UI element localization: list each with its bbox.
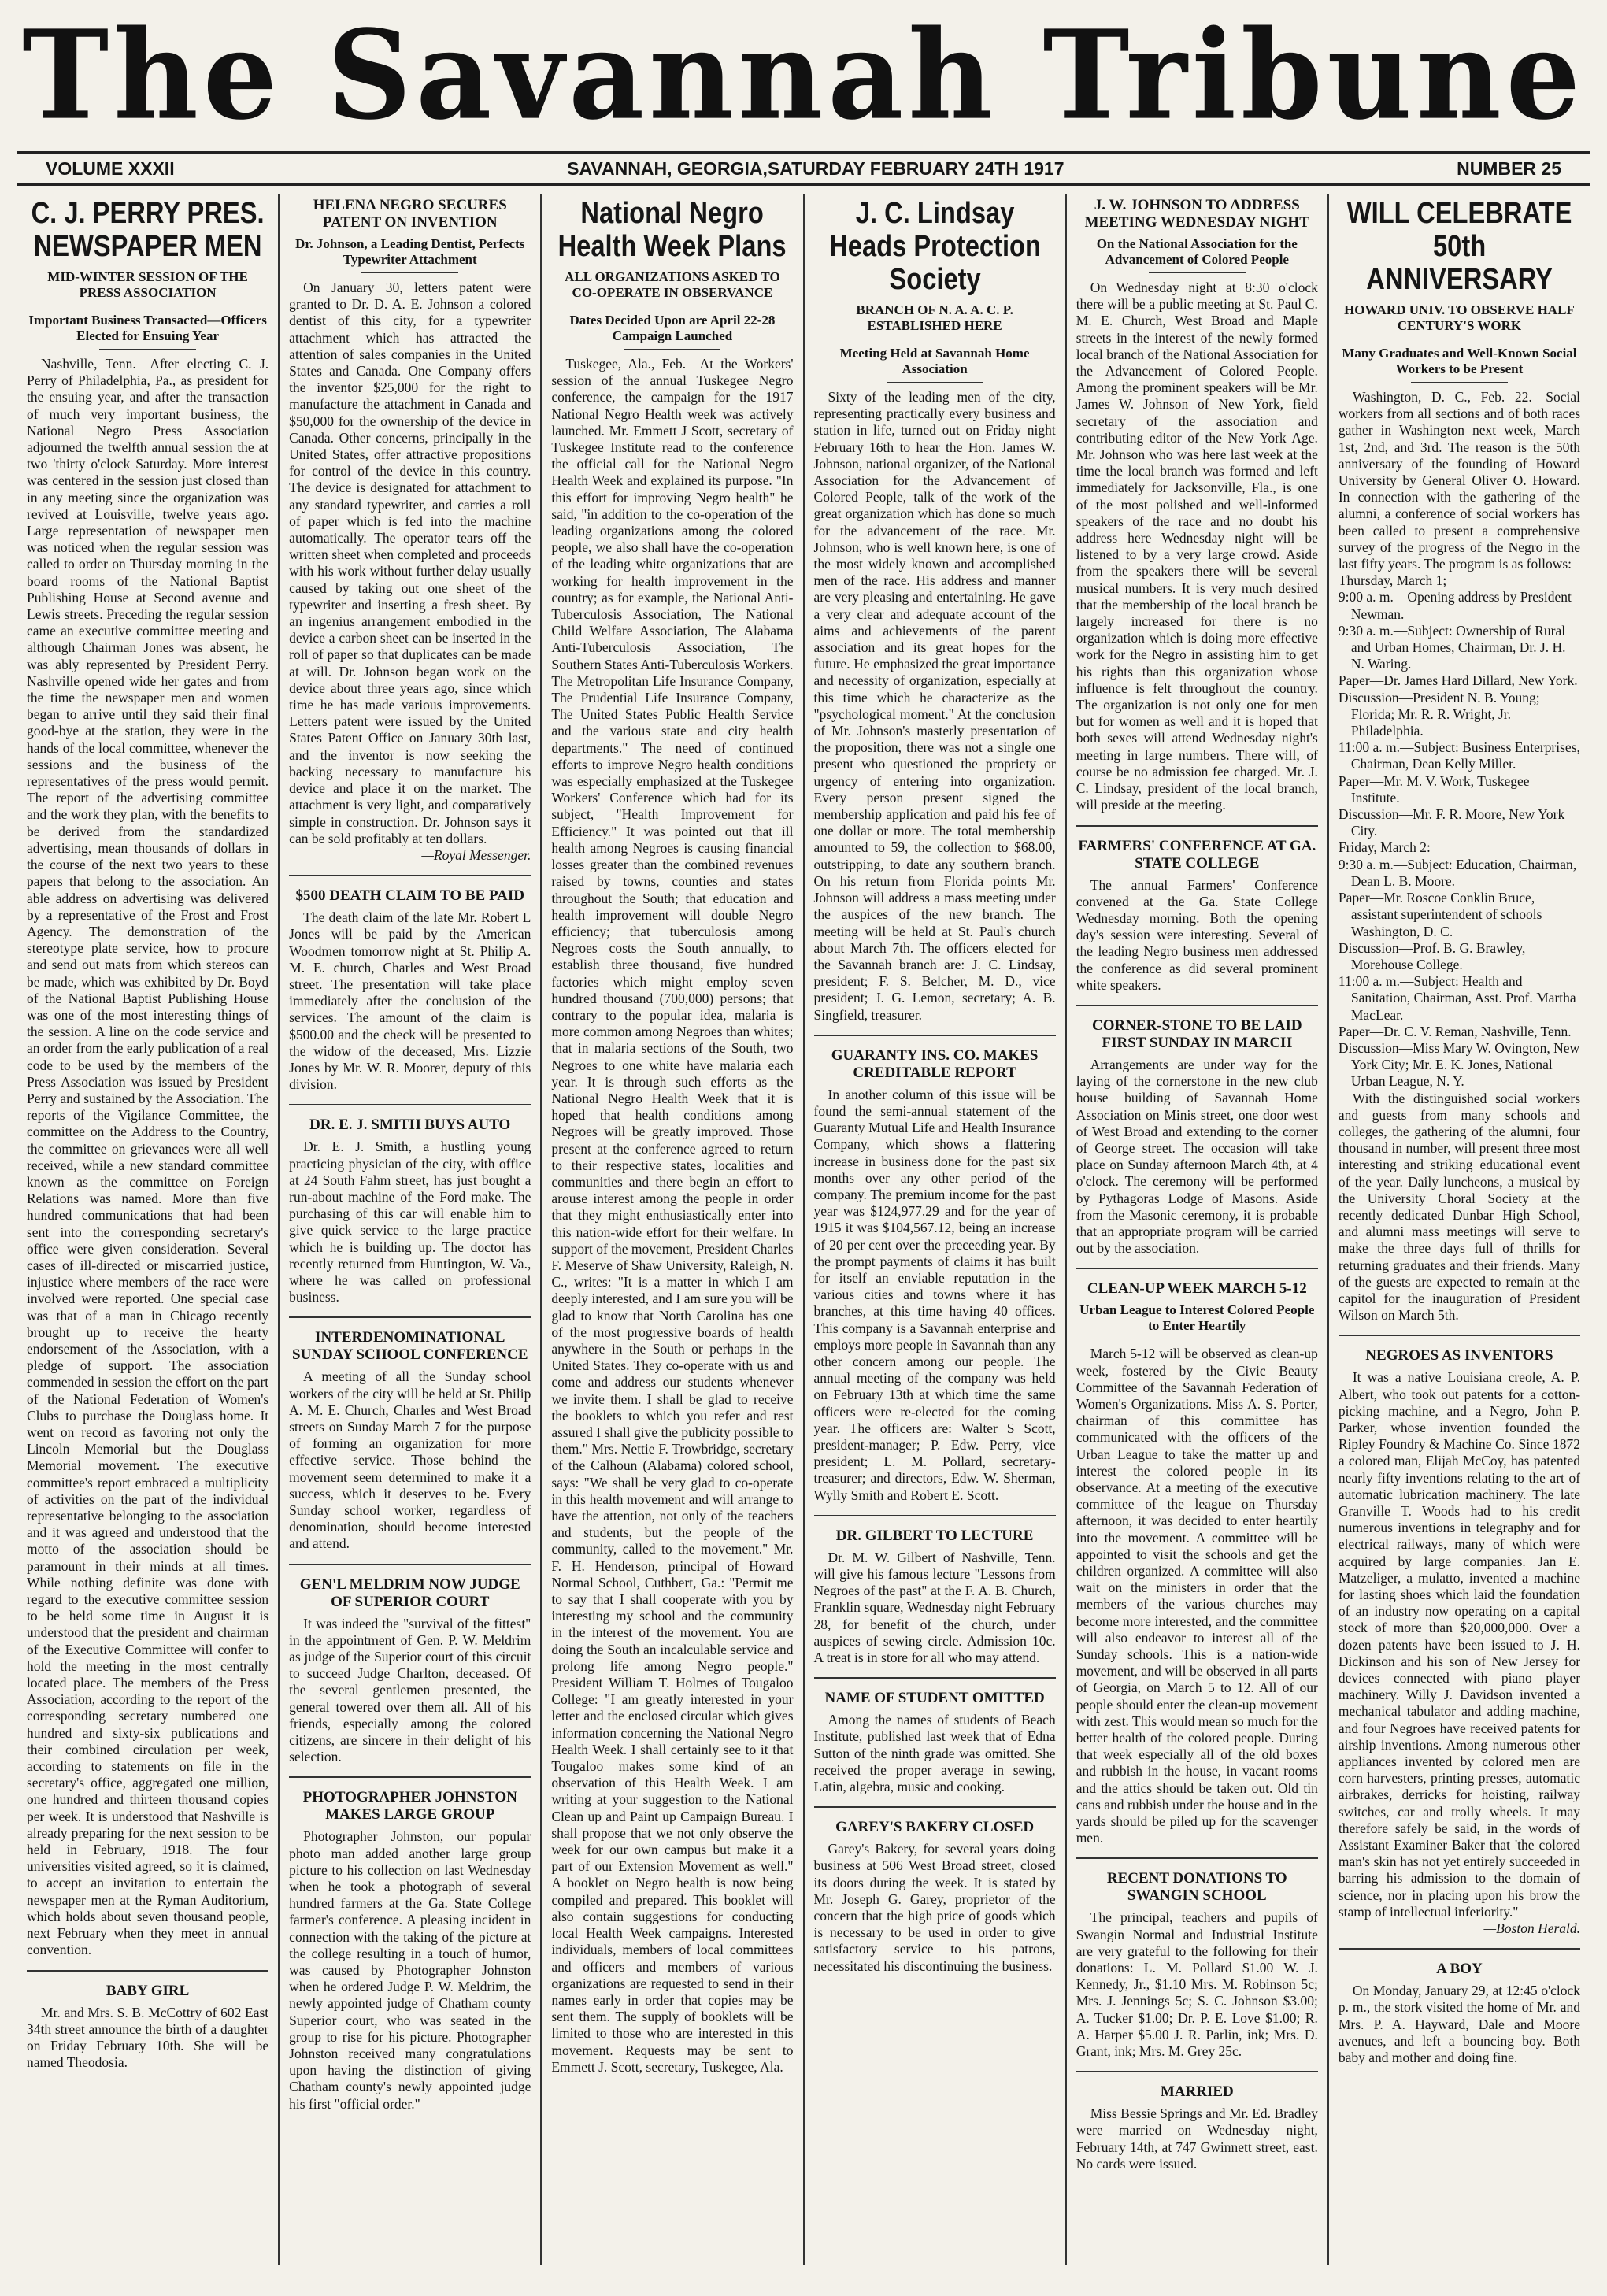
article-body: Tuskegee, Ala., Feb.—At the Workers' session of the annual Tuskegee Negro conference, the campaign for the 1917 National Negro Health week was actively launched. Mr. Emmett J Scott, secretary of Tuskegee Institute read to the conference the official call for the National Negro Health Week and explained its purpose. "In this effort for improving Negro health" he said, "in addition to the co-operation of the leading organizations among the colored people, we also shall have the co-operation of the leading white organizations that are working for health improvement in the country; as for example, the National Anti-Tuberculosis Association, The National Child Welfare Association, The Alabama Anti-Tuberculosis Association, The Southern States Anti-Tuberculosis Workers. The Metropolitan Life Insurance Company, The Prudential Life Insurance Company, The United States Public Health Service and the various state and city health departments." The need of continued efforts to improve Negro health conditions was especially emphasized at the Tuskegee Workers' Conference which had for its subject, "Health Improvement for Efficiency." It was pointed out that ill health among Negroes is causing financial losses greater than the combined revenues raised by towns, counties and states throughout the South; that education and health improvement will double Negro efficiency; that tuberculosis among Negroes costs the South annually, to establish three thousand, five hundred factories which might employ seven hundred thousand (700,000) persons; that contrary to the popular idea, malaria is more common among Negroes than whites; that in malaria sections of the South, two Negroes to one white have malaria each year. It is through such efforts as the National Negro Health Week that it is hoped that health conditions among Negroes will be greatly improved. Those present at the conference agreed to return to their respective states, localities and communities and there begin an effort to arouse interest among the people in order that they might enthusiastically enter into this nation-wide effort for their welfare. In support of the movement, President Charles F. Meserve of Shaw University, Raleigh, N. C., writes: "It is a matter in which I am deeply interested, and I am sure you will be glad to know that North Carolina has one of the most progressive boards of health anywhere in the South or perhaps in the United States. They co-operate with us and come and address our students whenever we invite them. I shall be glad to receive the booklets to which you refer and rest assured I shall give the publicity possible to them." Mrs. Nettie F. Trowbridge, secretary of the Calhoun (Alabama) colored school, says: "We shall be very glad to co-operate in this health movement and will arrange to have the attention, not only of the teachers and students, but the people of the community, called to the movement." Mr. F. H. Henderson, principal of Howard Normal School, Cuthbert, Ga.: "Permit me to say that I shall cooperate with you by interesting my school and the community in the interest of the movement. You are doing the South an incalculable service and prolong life among Negro people." President William T. Holmes of Tougaloo College: "I am greatly interested in your letter and the enclosed circular which gives information concerning the National Negro Health Week. I shall certainly see to it that Tougaloo makes some kind of an observation of this Health Week. I am writing at your suggestion to the National Clean up and Paint up Campaign Bureau. I shall propose that we not only observe the week for our own campus but make it a part of our Extension Movement as well." A booklet on Negro health is now being compiled and prepared. This booklet will also contain suggestions for conducting local Health Week campaigns. Interested individuals, members of local committees and officers and members of various organizations are requested to send in their names early in order that copies may be sent them. The supply of booklets will be limited to those who are interested in this movement. Requests may be sent to Emmett J. Scott, secretary, Tuskegee, Ala. bbox=[551, 356, 794, 2075]
article-headline: INTERDENOMINATIONAL SUNDAY SCHOOL CONFERENCE bbox=[292, 1329, 528, 1364]
article-headline: CLEAN-UP WEEK MARCH 5-12 bbox=[1087, 1280, 1307, 1298]
article-body: Nashville, Tenn.—After electing C. J. Perry of Philadelphia, Pa., as president for the ensuing year, and after the transaction of much very important business, the National Negro Press Association adjourned the twelfth annual session the at two 'thirty o'clock Saturday. More interest was centered in the session just closed than in any meeting since the organization was revived at Louisville, twelve years ago. Large representation of newspaper men was noticed when the regular session was called to order on Thursday morning in the board rooms of the National Baptist Publishing House at Second avenue and Lewis streets. Preceding the regular session came an executive committee meeting and although Chairman Jones was absent, he was ably represented by President Perry. Nashville opened wide her gates and from the time the newspaper men and women began to arrive until they said their final good-bye at the station, they were in the hands of the local committee, whenever the sessions and the business of the representatives of the press would permit. The report of the advertising committee and the work they plan, with the benefits to be derived from the standardized advertising, mean thousands of dollars in the course of the next two years to these papers that belong to the association. An able address on advertising was delivered by a representative of the Frost and Frost Agency. The demonstration of the stereotype plate service, how to procure and send out mats from which stereos can be made, which was exhibited by Dr. Boyd of the National Baptist Publishing House was one of the most interesting things of the session. A line on the code service and an order from the early publication of a real code to be used by the members of the Press Association was issued by President Perry and sustained by the Association. The reports of the Vigilance Committee, the committee on the Address to the Country, the committee on grievances were all well received, while a new standard committee known as the committee on Foreign Relations was named. More than five hundred communications that had been sent into the corresponding secretary's office were given consideration. Several cases of ill-directed or miscarried justice, injustice where members of the race were involved were reported. One special case was that of a man in Chicago recently brought up to receive the hearty endorsement of the Association, with a pledge of support. The association commended in session the effort on the part of the National Federation of Women's Clubs to purchase the Douglass home. It went on record as favoring not only the Lincoln Memorial but the Douglass Memorial movement. The executive committee's report embraced a multiplicity of activities on the part of the individual representative belonging to the association and it was agreed and understood that the motto of the association should be paramount in their minds at all times. While nothing definite was done with regard to the executive committee session to be held some time in August it is understood that the president and chairman of the Executive Committee will confer to hold the meeting in the most centrally located place. The members of the Press Association, according to the report of the corresponding secretary numbered one hundred and sixty-six publications and their combined circulation per week, according to statements on file in the secretary's office, aggregated one million, one hundred and thirteen thousand copies per week. It is understood that Nashville is already preparing for the next session to be held in February, 1918. The four universities visited agreed, so it is claimed, to accept an invitation to entertain the newspaper men at the Ryman Auditorium, which holds about seven thousand people, next February when they meet in annual convention. bbox=[27, 356, 269, 1958]
program-item: Discussion—Mr. F. R. Moore, New York City. bbox=[1338, 806, 1565, 839]
article-headline: RECENT DONATIONS TO SWANGIN SCHOOL bbox=[1106, 1870, 1287, 1905]
place-date: SAVANNAH, GEORGIA,SATURDAY FEBRUARY 24TH 1917 bbox=[567, 157, 1065, 179]
article-headline: GEN'L MELDRIM NOW JUDGE OF SUPERIOR COURT bbox=[299, 1576, 520, 1610]
article bbox=[1339, 197, 1580, 1324]
program-item: Discussion—Miss Mary W. Ovington, New York City; Mr. E. K. Jones, National Urban League, N. Y. bbox=[1338, 1039, 1580, 1090]
program-item: Thursday, March 1; bbox=[1338, 572, 1447, 589]
article-headline: HELENA NEGRO SECURES PATENT ON INVENTION bbox=[313, 197, 507, 231]
program-item: Paper—Mr. M. V. Work, Tuskegee Institute. bbox=[1338, 772, 1530, 805]
article bbox=[289, 875, 531, 1093]
article bbox=[1339, 1335, 1580, 1937]
article-headline: C. J. PERRY PRES. NEWSPAPER MEN bbox=[31, 197, 265, 263]
article-body-continued: With the distinguished social workers and guests from many schools and colleges, the gathering of the alumni, four thousand in number, will present three most interesting and striking educational event of the year. Daily luncheons, a musical by the University Choral Society at the recently dedicated Dunbar High School, and alumni mass meetings will serve to make the three days full of thrills for returning graduates and their friends. Many of the guests are expected to remain at the capitol for the inauguration of President Wilson on March 5th. bbox=[1338, 1090, 1581, 1324]
article bbox=[1339, 1948, 1580, 2066]
masthead-title: The Savannah Tribune bbox=[22, 2, 1585, 147]
article bbox=[814, 197, 1056, 1024]
article bbox=[289, 1776, 531, 2112]
article-headline: NEGROES AS INVENTORS bbox=[1365, 1347, 1553, 1365]
article-deck: HOWARD UNIV. TO OBSERVE HALF CENTURY'S WORK bbox=[1339, 302, 1580, 339]
program-item: Friday, March 2: bbox=[1338, 839, 1431, 856]
program-item: 9:30 a. m.—Subject: Ownership of Rural and Urban Homes, Chairman, Dr. J. H. N. Waring. bbox=[1338, 622, 1566, 672]
article-body: A meeting of all the Sunday school workers of the city will be held at St. Philip A. M. E. Church, Charles and West Broad streets on Sunday March 7 for the purpose of forming an organization for more effective service. Those behind the movement seem determined to make it a success, which it deserves to be. Every Sunday school worker, regardless of denomination, should become interested and attend. bbox=[289, 1368, 531, 1552]
volume-label: VOLUME XXXII bbox=[46, 157, 175, 179]
article-body: It was indeed the "survival of the fittest" in the appointment of Gen. P. W. Meldrim as judge of the Superior court of this circuit to succeed Judge Charlton, deceased. Of the several gentlemen presented, the general towered over them all. All of his friends, especially among the colored citizens, are sincere in their delight of his selection. bbox=[289, 1615, 531, 1765]
article-headline: CORNER-STONE TO BE LAID FIRST SUNDAY IN MARCH bbox=[1091, 1017, 1302, 1051]
column-4 bbox=[805, 194, 1067, 2265]
article-body: Garey's Bakery, for several years doing business at 506 West Broad street, closed its doors during the week. It is stated by Mr. Joseph G. Garey, proprietor of the concern that the high price of goods which is necessary to be used in order to give satisfactory service to his patrons, necessitated his discontinuing the business. bbox=[813, 1841, 1056, 1974]
program-item: 9:00 a. m.—Opening address by President Newman. bbox=[1338, 589, 1572, 622]
article-subdeck: Dates Decided Upon are April 22-28 Campaign Launched bbox=[551, 313, 793, 350]
article-body: On Monday, January 29, at 12:45 o'clock p. m., the stork visited the home of Mr. and Mrs. P. A. Hayward, Dale and Moore avenues, and left a bouncing boy. Both baby and mother and doing fine. bbox=[1338, 1983, 1581, 2066]
article bbox=[289, 1316, 531, 1552]
masthead bbox=[0, 2, 1607, 147]
article-body: Dr. E. J. Smith, a hustling young practicing physician of the city, with office at 24 South Fahm street, has just bought a run-about machine of the Ford make. The purchasing of this car will enable him to give quick service to the large practice which he is building up. The doctor has recently returned from Huntington, W. Va., where he was called on professional business. bbox=[289, 1139, 531, 1305]
article bbox=[289, 1104, 531, 1305]
article-body: In another column of this issue will be found the semi-annual statement of the Guaranty Mutual Life and Health Insurance Company, which shows a flattering increase in business done for the past six months over any other period of the company. The premium income for the past year was $124,977.29 and for the year of 1915 it was $104,567.12, being an increase of 20 per cent over the preceeding year. By the prompt payments of claims it has built for itself an enviable reputation in the various cities and towns where it has branches, at this time having 40 offices. This company is a Savannah enterprise and employs more people in Savannah than any other concern among our people. The annual meeting of the company was held on February 13th at which time the same officers were re-elected for the coming year. The officers are: Walter S Scott, president-manager; P. Edw. Perry, vice president; L. M. Pollard, secretary-treasurer; and directors, Edw. W. Sherman, Wylly Smith and Robert E. Scott. bbox=[813, 1086, 1056, 1503]
program-item: 11:00 a. m.—Subject: Health and Sanitation, Chairman, Asst. Prof. Martha MacLear. bbox=[1338, 973, 1576, 1023]
article-body: Miss Bessie Springs and Mr. Ed. Bradley were married on Wednesday night, February 14th, at 747 Gwinnett street, east. No cards were issued. bbox=[1076, 2105, 1318, 2172]
dateline-bar bbox=[17, 151, 1590, 186]
article-body: On January 30, letters patent were granted to Dr. D. A. E. Johnson a colored dentist of this city, for a typewriter attachment which has attracted the attention of sales companies in the United States and Canada. One Company offers the inventor $25,000 for the right to manufacture the attachment in Canada and $50,000 for the ownership of the device in Canada. Other concerns, principally in the United States, offer attractive propositions for control of the device in this country. The device is designated for attachment to any standard typewriter, and carries a roll of paper which is fed into the machine automatically. The operator tears off the written sheet when completed and proceeds with his work without further delay usually caused by taking out one sheet of the typewriter and inserting a fresh sheet. By an ingenius arrangement embodied in the device a carbon sheet can be inserted in the roll of paper so that duplicates can be made at will. Dr. Johnson began work on the device about three years ago, since which time he has made various improvements. Letters patent were issued by the United States Patent Office on January 30th last, and the inventor is now seeking the backing necessary to manufacture his device and place it on the market. The attachment is very light, and comparatively simple in construction. Dr. Johnson says it can be sold profitably at ten dollars. bbox=[289, 280, 531, 846]
program-item: Paper—Dr. James Hard Dillard, New York. bbox=[1338, 672, 1578, 689]
article-body: Sixty of the leading men of the city, representing practically every business and station in life, turned out on Friday night February 16th to hear the Hon. James W. Johnson, national organizer, of the National Association for the Advancement of Colored People, talk of the work of the great organization which has done so much for the advancement of the race. Mr. Johnson, who is well known here, is one of the most widely known and accomplished men of the race. His address and manner are very pleasing and entertaining. He gave a very clear and adequate account of the aims and achievements of the parent association and its great hopes for the future. He emphasized the great importance and necessity of organization, especially at this time which he characterize as the "psychological moment." At the conclusion of Mr. Johnson's masterly presentation of the proposition, there was not a single one present who questioned the propriety or urgency of entering into organization. Every person present signed the membership application and paid his fee of one dollar or more. The total membership amounted to 59, the collection to $68.00, outstripping, to date any southern branch. On his return from Florida points Mr. Johnson will address a mass meeting under the auspices of the new branch. The meeting will be held at St. Paul's church about March 7th. The officers elected for the Savannah branch are: J. C. Lindsay, president; F. S. Belcher, M. D., vice president; J. G. Lemon, secretary; A. B. Singfield, treasurer. bbox=[813, 389, 1056, 1023]
article-source: —Royal Messenger. bbox=[421, 846, 531, 863]
article-deck: Urban League to Interest Colored People to Enter Heartily bbox=[1076, 1302, 1318, 1339]
article-body: Arrangements are under way for the laying of the cornerstone in the new club house building of Savannah Home Association on Minis street, one door west of West Broad and extending to the corner of George street. The occasion will take place on Sunday afternoon March 4th, at 4 o'clock. The ceremony will be performed by Pythagoras Lodge of Masons. Aside from the Masonic ceremony, it is probable that an appropriate program will be carried out by the association. bbox=[1076, 1056, 1318, 1257]
column-1 bbox=[17, 194, 280, 2265]
column-6 bbox=[1329, 194, 1590, 2265]
article-headline: MARRIED bbox=[1160, 2083, 1234, 2101]
article bbox=[814, 1515, 1056, 1666]
article bbox=[1076, 1005, 1318, 1257]
article bbox=[814, 1035, 1056, 1504]
article-body: Mr. and Mrs. S. B. McCottry of 602 East 34th street announce the birth of a daughter on Friday February 10th. She will be named Theodosia. bbox=[27, 2004, 269, 2071]
article-deck: MID-WINTER SESSION OF THE PRESS ASSOCIATION bbox=[27, 269, 268, 306]
article-body: The death claim of the late Mr. Robert L Jones will be paid by the American Woodmen tomorrow night at St. Philip A. M. E. church, Charles and West Broad street. The presentation will take place immediately after the conclusion of the services. The amount of the claim is $500.00 and the check will be presented to the widow of the deceased, Mrs. Lizzie Jones by Mr. W. R. Moorer, deputy of this division. bbox=[289, 909, 531, 1093]
article-source: —Boston Herald. bbox=[1483, 1920, 1581, 1937]
article bbox=[1076, 1857, 1318, 2060]
article bbox=[1076, 2071, 1318, 2172]
article-deck: BRANCH OF N. A. A. C. P. ESTABLISHED HERE bbox=[814, 302, 1056, 339]
article bbox=[289, 1564, 531, 1766]
program-item: Discussion—President N. B. Young; Florida; Mr. R. R. Wright, Jr. Philadelphia. bbox=[1338, 689, 1540, 739]
article-body: It was a native Louisiana creole, A. P. Albert, who took out patents for a cotton-picking machine, and a Negro, John P. Parker, whose invention founded the Ripley Foundry & Machine Co. Since 1872 a colored man, Elijah McCoy, has patented nearly fifty inventions relating to the art of automatic lubrication machinery. The late Granville T. Woods had to his credit numerous inventions in telegraphy and for electrical railways, many of which were acquired by large companies. Jan E. Matzeliger, a mulatto, invented a machine for lasting shoes which laid the foundation of an industry now operating on a capital stock of more than $20,000,000. Over a dozen patents have been issued to J. H. Dickinson and his son of New Jersey for devices connected with piano player machinery. Willy J. Davidson invented a mechanical tabulator and adding machine, and four Negroes have received patents for airship inventions. Among numerous other appliances invented by colored men are corn harvesters, printing presses, automatic airbrakes, derricks for hoisting, railway switches, car and trolly wheels. It may therefore safely be said, in the words of Assistant Examiner Baker that 'the colored man's skin has not yet entirely succeeded in barring his admission to the domain of science, nor in placing upon his brow the stamp of intellectual inferiority." bbox=[1338, 1369, 1581, 1920]
article-headline: BABY GIRL bbox=[106, 1982, 190, 1999]
issue-number: NUMBER 25 bbox=[1457, 157, 1561, 179]
program-item: Paper—Dr. C. V. Reman, Nashville, Tenn. bbox=[1338, 1023, 1572, 1039]
article-subdeck: Meeting Held at Savannah Home Association bbox=[814, 346, 1056, 383]
article-headline: FARMERS' CONFERENCE AT GA. STATE COLLEGE bbox=[1078, 837, 1316, 872]
article-subdeck: Many Graduates and Well-Known Social Workers to be Present bbox=[1339, 346, 1580, 383]
article-headline: $500 DEATH CLAIM TO BE PAID bbox=[295, 887, 524, 905]
article bbox=[814, 1677, 1056, 1795]
article-body: Among the names of students of Beach Institute, published last week that of Edna Sutton of the ninth grade was omitted. She received the proper average in sewing, Latin, algebra, music and cooking. bbox=[813, 1712, 1056, 1795]
article-headline: A BOY bbox=[1436, 1961, 1483, 1978]
article-headline: J. C. Lindsay Heads Protection Society bbox=[828, 197, 1041, 296]
column-2 bbox=[280, 194, 542, 2265]
article bbox=[551, 197, 793, 2076]
article-headline: NAME OF STUDENT OMITTED bbox=[824, 1690, 1045, 1707]
article-body: The annual Farmers' Conference convened at the Ga. State College Wednesday morning. Both the opening day's session were interesting. Several of the leading Negro business men addressed the conference as did several prominent white speakers. bbox=[1076, 876, 1318, 993]
article-headline: National Negro Health Week Plans bbox=[557, 197, 787, 263]
article bbox=[27, 197, 268, 1959]
column-5 bbox=[1067, 194, 1329, 2265]
article-headline: GUARANTY INS. CO. MAKES CREDITABLE REPORT bbox=[831, 1046, 1039, 1081]
article-headline: DR. GILBERT TO LECTURE bbox=[835, 1527, 1034, 1544]
program-item: Discussion—Prof. B. G. Brawley, Morehouse College. bbox=[1338, 939, 1526, 972]
article-headline: WILL CELEBRATE 50th ANNIVERSARY bbox=[1346, 197, 1572, 296]
article bbox=[289, 197, 531, 864]
article-deck: Dr. Johnson, a Leading Dentist, Perfects Typewriter Attachment bbox=[289, 236, 531, 273]
article-body: On Wednesday night at 8:30 o'clock there will be a public meeting at St. Paul C. M. E. Church, West Broad and Maple streets in the interest of the newly formed local branch of the National Association for the Advancement of Colored People. Among the prominent speakers will be Mr. James W. Johnson of New York, field secretary of the association and contributing editor of the New York Age. Mr. Johnson who was here last week at the time the local branch was formed and left immediately for Jacksonville, Fla., is one of the most polished and well-informed speakers of the race and no doubt his address here Wednesday night will be listened to by a very large crowd. Aside from the speakers there will be several musical numbers. It is very much desired that the membership of the local branch be largely increased for there is no organization which is doing more effective work for the Negro in assisting him to get his rights than this organization whose influence is felt throughout the country. The organization is not only one for men but for women as well and it is hoped that both sexes will attend Wednesday night's meeting in large numbers. There will, of course be no admission fee charged. Mr. J. C. Lindsay, president of the local branch, will preside at the meeting. bbox=[1076, 280, 1318, 813]
article bbox=[1076, 825, 1318, 994]
article-deck: On the National Association for the Advancement of Colored People bbox=[1076, 236, 1318, 273]
article bbox=[1076, 197, 1318, 814]
article bbox=[814, 1806, 1056, 1975]
article bbox=[27, 1970, 268, 2072]
article-headline: GAREY'S BAKERY CLOSED bbox=[835, 1819, 1035, 1836]
program-item: 9:30 a. m.—Subject: Education, Chairman, Dean L. B. Moore. bbox=[1338, 856, 1577, 889]
article-body: Dr. M. W. Gilbert of Nashville, Tenn. will give his famous lecture "Lessons from Negroes of the past" at the F. A. B. Church, Franklin square, Wednesday night February 28, for benefit of the church, under auspices of sewing circle. Admission 10c. A treat is in store for all who may attend. bbox=[813, 1549, 1056, 1666]
program-item: 11:00 a. m.—Subject: Business Enterprises, Chairman, Dean Kelly Miller. bbox=[1338, 739, 1580, 772]
program-item: Paper—Mr. Roscoe Conklin Bruce, assistant superintendent of schools Washington, D. C. bbox=[1338, 890, 1542, 939]
article bbox=[1076, 1268, 1318, 1846]
article-body: Washington, D. C., Feb. 22.—Social workers from all sections and of both races gather in Washington next week, March 1st, 2nd, and 3rd. The reason is the 50th anniversary of the founding of Howard University by General Oliver O. Howard. In connection with the gathering of the alumni, a conference of social workers has been called to present a comprehensive survey of the progress of the Negro in the last fifty years. The program is as follows: bbox=[1338, 389, 1581, 572]
article-body: The principal, teachers and pupils of Swangin Normal and Industrial Institute are very grateful to the following for their donations: L. M. Pollard $1.00 W. J. Kennedy, Jr., $1.10 Mrs. M. Robinson 5c; Mrs. J. Jennings 5c; S. C. Johnson $3.00; A. Tucker $1.00; Dr. P. E. Love $1.00; R. A. Harper $5.00 J. R. Parlin, ink; Mrs. D. Grant, ink; Mrs. M. Grey 25c. bbox=[1076, 1909, 1318, 2060]
article-body: Photographer Johnston, our popular photo man added another large group picture to his collection on last Wednesday when he took a photograph of several hundred farmers at the Ga. State College farmer's conference. A pleasing incident in connection with the taking of the picture at the college resulting in a touch of humor, was caused by Photographer Johnston when he ordered Judge P. W. Meldrim, the newly appointed judge of Chatham county Superior court, who was seated in the group to rise for his picture. Photographer Johnston received many congratulations upon having the distinction of giving Chatham county's newly appointed judge his first "official order." bbox=[289, 1828, 531, 2112]
column-3 bbox=[542, 194, 804, 2265]
article-subdeck: Important Business Transacted—Officers Elected for Ensuing Year bbox=[27, 313, 268, 350]
article-headline: J. W. JOHNSON TO ADDRESS MEETING WEDNESDAY NIGHT bbox=[1084, 197, 1309, 231]
article-headline: PHOTOGRAPHER JOHNSTON MAKES LARGE GROUP bbox=[302, 1789, 517, 1824]
article-deck: ALL ORGANIZATIONS ASKED TO CO-OPERATE IN OBSERVANCE bbox=[551, 269, 793, 306]
article-headline: DR. E. J. SMITH BUYS AUTO bbox=[309, 1117, 511, 1134]
article-body: March 5-12 will be observed as clean-up week, fostered by the Civic Beauty Committee of the Savannah Federation of Women's Organizations. Miss A. S. Porter, chairman of this committee has communicated with the officers of the Urban League to take the matter up and interest the colored people in its observance. At a meeting of the executive committee of the league on Thursday afternoon, it was decided to enter heartily into the movement. A committee will be appointed to visit the schools and get the children organized. A committee will also wait on the ministers in order that the members of the various churches may become more interested, and the committee will also endeavor to interest all of the Sunday schools. This is a nation-wide movement, and will be observed in all parts of Georgia, on March 5 to 12. All of our people should enter the clean-up movement with zest. This would mean so much for the better health of the colored people. During that week especially all of the old boxes and rubbish in the house, in vacant rooms and the attics should be taken out. Old tin cans and rubbish under the house and in the yards should be piled up for the scavenger men. bbox=[1076, 1346, 1318, 1846]
columns-container bbox=[17, 194, 1590, 2265]
